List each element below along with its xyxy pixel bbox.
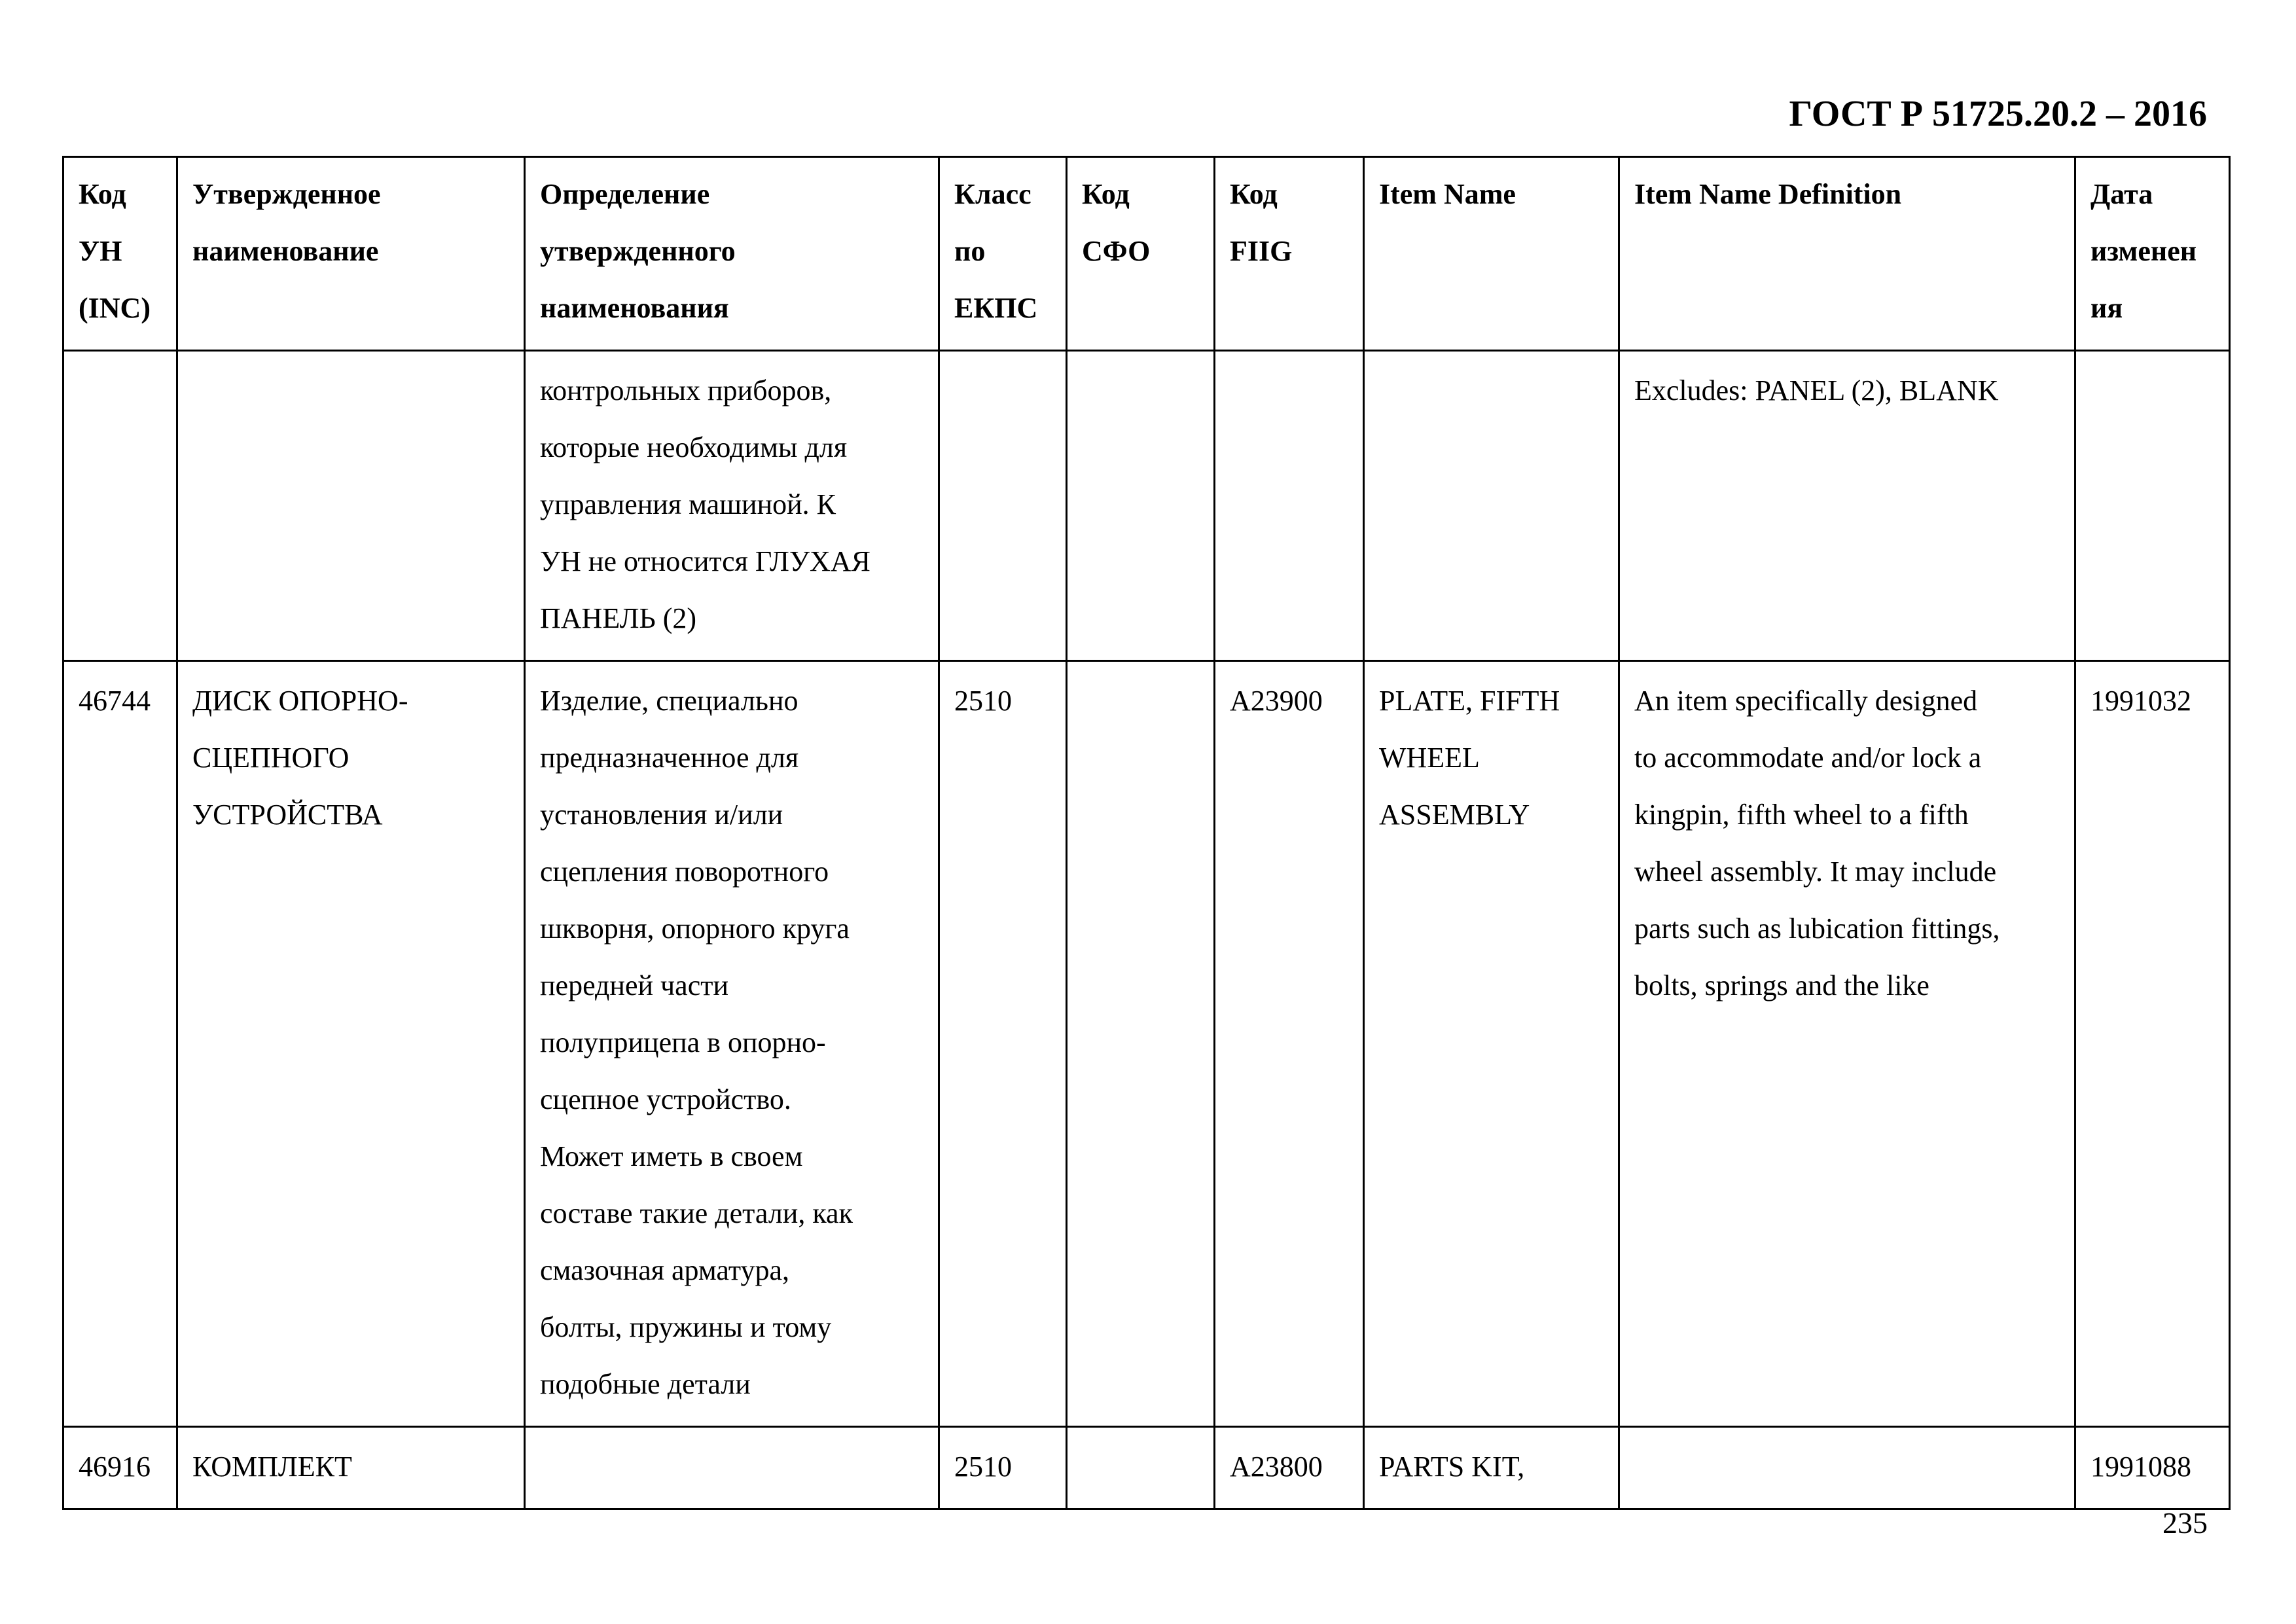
table-row [63,661,2230,1427]
cell-ekps-class: 2510 [939,661,1067,1427]
table-row [63,351,2230,661]
cell-item-name [1364,351,1619,661]
cell-approved-name: ДИСК ОПОРНО- СЦЕПНОГО УСТРОЙСТВА [177,661,525,1427]
cell-fiig-code: A23800 [1215,1427,1364,1509]
cell-sfo-code [1067,1427,1215,1509]
cell-inc: 46916 [63,1427,177,1509]
column-header-fiig-code: Код FIIG [1215,157,1364,351]
column-header-change-date: Дата изменен ия [2075,157,2230,351]
item-names-table [62,156,2231,1510]
cell-definition: Изделие, специально предназначенное для установления и/или сцепления поворотного шкворня, опорного круга передней части полуприцепа в опорно- сцепное устройство. Может иметь в своем составе такие детали, как смазочная арматура, болты, пружины и тому подобные детали [525,661,939,1427]
cell-inc [63,351,177,661]
cell-item-name-definition: An item specifically designed to accommodate and/or lock a kingpin, fifth wheel to a fifth wheel assembly. It may include parts such as lubication fittings, bolts, springs and the like [1619,661,2075,1427]
column-header-item-name: Item Name [1364,157,1619,351]
cell-approved-name: КОМПЛЕКТ [177,1427,525,1509]
table-header-row [63,157,2230,351]
cell-sfo-code [1067,661,1215,1427]
cell-change-date [2075,351,2230,661]
cell-change-date: 1991088 [2075,1427,2230,1509]
cell-change-date: 1991032 [2075,661,2230,1427]
cell-item-name: PLATE, FIFTH WHEEL ASSEMBLY [1364,661,1619,1427]
column-header-ekps-class: Класс по ЕКПС [939,157,1067,351]
cell-definition: контрольных приборов, которые необходимы для управления машиной. К УН не относится ГЛУХАЯ ПАНЕЛЬ (2) [525,351,939,661]
column-header-inc: Код УН (INC) [63,157,177,351]
document-standard-header: ГОСТ Р 51725.20.2 – 2016 [1789,94,2207,134]
cell-sfo-code [1067,351,1215,661]
cell-item-name-definition [1619,1427,2075,1509]
column-header-definition: Определение утвержденного наименования [525,157,939,351]
cell-inc: 46744 [63,661,177,1427]
cell-approved-name [177,351,525,661]
page-number: 235 [2162,1506,2208,1540]
column-header-item-name-definition: Item Name Definition [1619,157,2075,351]
table-row [63,1427,2230,1509]
cell-ekps-class [939,351,1067,661]
cell-fiig-code: A23900 [1215,661,1364,1427]
column-header-approved-name: Утвержденное наименование [177,157,525,351]
cell-ekps-class: 2510 [939,1427,1067,1509]
cell-fiig-code [1215,351,1364,661]
cell-definition [525,1427,939,1509]
cell-item-name: PARTS KIT, [1364,1427,1619,1509]
cell-item-name-definition: Excludes: PANEL (2), BLANK [1619,351,2075,661]
column-header-sfo-code: Код СФО [1067,157,1215,351]
